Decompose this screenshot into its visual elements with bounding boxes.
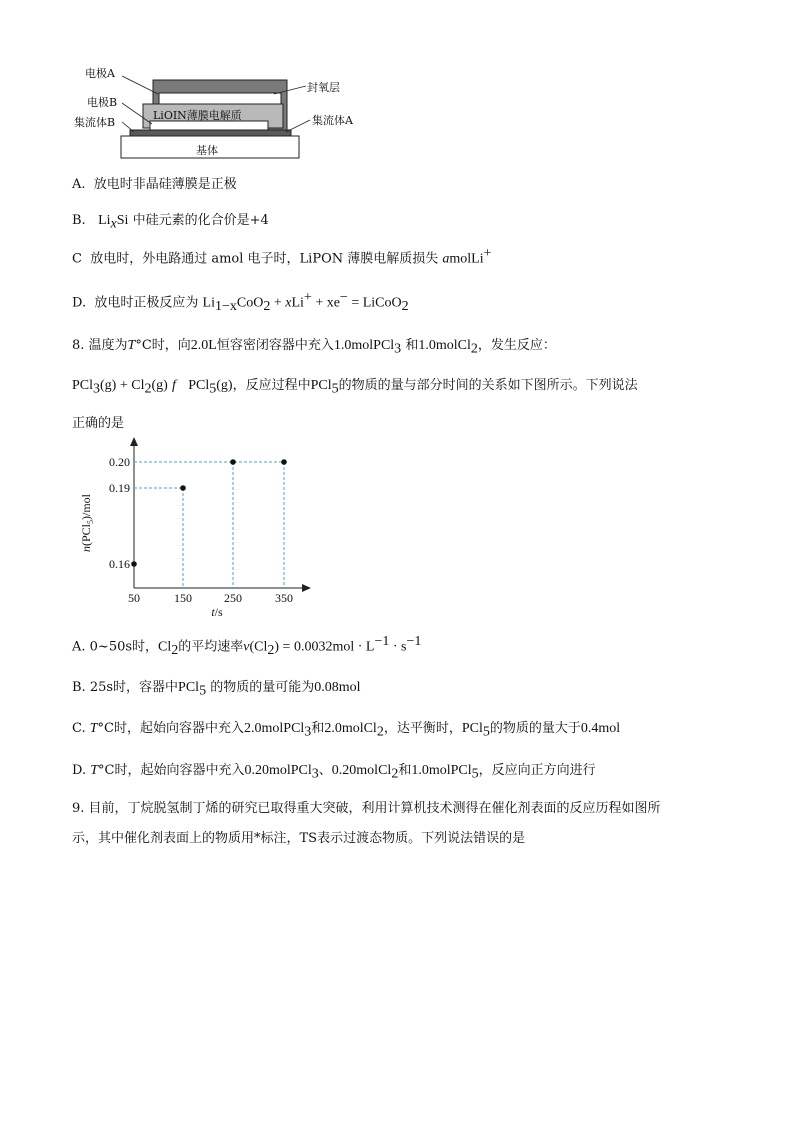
y-axis-label: n(PCl$_5$)/mol bbox=[79, 493, 95, 552]
q8-option-c: C. T°C时，起始向容器中充入2.0molPCl$_3$和2.0molCl$_2$，达平衡时，PCl$_5$的物质的量大于0.4mol bbox=[72, 721, 621, 740]
y-tick-label: 0.19 bbox=[109, 481, 130, 495]
q8-stem-line1: 8. 温度为T°C时，向2.0L恒容密闭容器中充入1.0molPCl$_3$ 和1.0molCl$_2$，发生反应： bbox=[72, 338, 556, 357]
q9-stem-line1: 9. 目前，丁烷脱氢制丁烯的研究已取得重大突破，利用计算机技术测得在催化剂表面的反应历程如图所 bbox=[72, 801, 661, 816]
label-collector-b: 集流体B bbox=[74, 116, 116, 129]
data-point bbox=[180, 485, 186, 491]
y-tick-label: 0.20 bbox=[109, 455, 130, 469]
label-electrode-b: 电极B bbox=[87, 96, 118, 109]
q8-option-a: A. 0~50s时，$Cl_2$的平均速率$v(Cl_2) = 0.0032mol \cdot L^{-1} \cdot s^{-1}$ bbox=[72, 634, 422, 658]
q8-option-b: B. 25s时，容器中PCl$_5$ 的物质的量可能为0.08mol bbox=[72, 680, 361, 699]
x-axis-label: t/s bbox=[211, 605, 223, 619]
q7-option-d: D. 放电时正极反应为 $Li_{1-x}CoO_2 + xLi^+ + xe^-$ = LiCoO$_2$ bbox=[72, 290, 409, 314]
label-substrate: 基体 bbox=[196, 144, 218, 157]
q8-stem-line3: 正确的是 bbox=[72, 416, 125, 431]
q7-option-c: C 放电时，外电路通过 amol 电子时，LiPON 薄膜电解质损失 amolLi+ bbox=[72, 246, 492, 267]
label-collector-a: 集流体A bbox=[312, 114, 353, 127]
q8-option-d: D. T°C时，起始向容器中充入0.20molPCl$_3$、0.20molCl$_2$和1.0molPCl$_5$，反应向正方向进行 bbox=[72, 763, 596, 782]
q7-option-b: B. $Li_xSi$ 中硅元素的化合价是+4 bbox=[72, 213, 269, 232]
q8-stem-line2: $PCl_3(g) + Cl_2(g)$ f PCl$_5$(g)，反应过程中PCl$_5$的物质的量与部分时间的关系如下图所示。下列说法 bbox=[72, 378, 638, 397]
label-electrolyte: LiOIN薄膜电解质 bbox=[153, 109, 242, 122]
label-seal-layer: 封氧层 bbox=[307, 81, 340, 94]
y-tick-label: 0.16 bbox=[109, 557, 130, 571]
x-tick-label: 50 bbox=[128, 591, 140, 605]
x-tick-label: 150 bbox=[174, 591, 192, 605]
pcl5-time-chart bbox=[76, 432, 326, 632]
collector-shape bbox=[130, 130, 291, 136]
data-point bbox=[281, 459, 287, 465]
data-point bbox=[230, 459, 236, 465]
x-tick-label: 350 bbox=[275, 591, 293, 605]
y-axis-arrow bbox=[130, 437, 138, 446]
q9-stem-line2: 示，其中催化剂表面上的物质用*标注，TS表示过渡态物质。下列说法错误的是 bbox=[72, 831, 526, 846]
q7-option-a: A. 放电时非晶硅薄膜是正极 bbox=[72, 177, 237, 192]
label-electrode-a: 电极A bbox=[85, 67, 115, 80]
x-tick-label: 250 bbox=[224, 591, 242, 605]
x-axis-arrow bbox=[302, 584, 311, 592]
data-point bbox=[131, 561, 137, 567]
